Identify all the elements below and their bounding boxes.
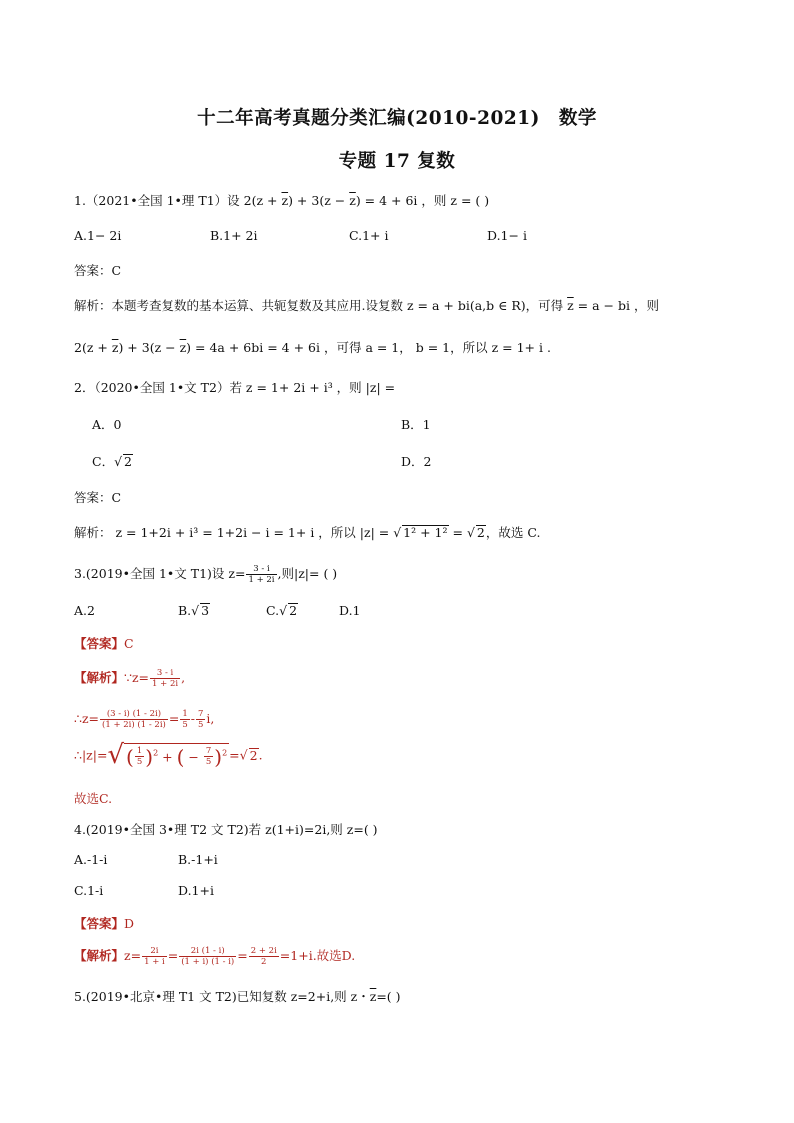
question-1-answer: 答案：C xyxy=(74,263,122,278)
question-3-fraction: $\frac{3 - i}{1 + 2i}$ xyxy=(248,564,275,585)
question-1-option-b: B.1+ 2i xyxy=(210,228,258,243)
question-1-option-a: A.1− 2i xyxy=(74,228,122,243)
question-2-option-a: A．0 xyxy=(92,417,122,432)
question-3-option-a: A.2 xyxy=(74,603,95,618)
question-2-analysis: 解析： z = 1+2i + i³ = 1+2i − i = 1+ i ，所以 |z| = √ 1² + 1² = √ 2，故选 C. xyxy=(74,525,541,540)
question-4-answer: 【答案】D xyxy=(74,916,135,931)
question-3-answer: 【答案】C xyxy=(74,636,134,651)
question-2-answer: 答案：C xyxy=(74,490,122,505)
question-4-stem: 4.(2019•全国 3•理 T2 文 T2)若 z(1+i)=2i,则 z=( ) xyxy=(74,822,378,837)
question-1-option-c: C.1+ i xyxy=(349,228,389,243)
question-1-stem: 1.（2021•全国 1•理 T1）设 $2(z + \overline{z}) + 3(z - \overline{z}) = 4 + 6i$ ，则 z = ( ) xyxy=(74,193,490,208)
question-3-analysis-line-1: 【解析】∵z= $\frac{3 - i}{1 + 2i}$ , xyxy=(74,668,186,689)
question-3-stem: 3.(2019•全国 1•文 T1)设 z= $\frac{3 - i}{1 + 2i}$ ,则|z|= ( ) xyxy=(74,564,338,585)
question-2-option-c: C．√ 2 xyxy=(92,454,132,469)
document-title: 十二年高考真题分类汇编(2010-2021) 数学 xyxy=(197,108,597,129)
question-2-option-d: D．2 xyxy=(401,454,432,469)
question-4-option-b: B.-1+i xyxy=(178,852,218,867)
question-3-conclusion: 故选C. xyxy=(74,791,113,806)
question-5-stem: 5.(2019•北京•理 T1 文 T2)已知复数 z=2+i,则 z・$\overline{z}=$( ) xyxy=(74,989,401,1004)
question-3-option-c: C.√ 2 xyxy=(266,603,298,618)
question-4-option-a: A.-1-i xyxy=(74,852,108,867)
question-3-option-b: B.√ 3 xyxy=(178,603,210,618)
question-1-analysis-line-2: $2(z + \overline{z}) + 3(z - \overline{z}) = 4a + 6bi = 4 + 6i$ ，可得 a = 1， b = 1，所以 z = 1+ i . xyxy=(74,340,551,355)
question-3-analysis-line-3: ∴|z|=√ ( $\frac{1}{5}$ )$^2$ + ( − $\frac{7}{5}$ )$^2$ =√ 2. xyxy=(74,740,263,770)
question-4-option-d: D.1+i xyxy=(178,883,214,898)
question-3-analysis-line-2: ∴z= $\frac{(3 - i) (1 - 2i)}{(1 + 2i) (1 - 2i)}$ = $\frac{1}{5}$ - $\frac{7}{5}$ i, xyxy=(74,709,215,730)
question-1-analysis-line-1: 解析：本题考查复数的基本运算、共轭复数及其应用.设复数 z = a + bi(a,b ∈ R)，可得 $\overline{z} = a$ − bi ，则 xyxy=(74,298,659,313)
question-3-option-d: D.1 xyxy=(339,603,361,618)
question-4-analysis: 【解析】z= $\frac{2i}{1 + i}$ = $\frac{2i (1 - i)}{(1 + i) (1 - i)}$ = $\frac{2 + 2i}{2}$ =1+i.故选D. xyxy=(74,946,356,967)
question-2-option-b: B．1 xyxy=(401,417,431,432)
question-2-stem: 2．（2020•全国 1•文 T2）若 z = 1+ 2i + i³ ，则 |z| = xyxy=(74,380,396,395)
document-subtitle: 专题 17 复数 xyxy=(338,151,456,172)
question-4-option-c: C.1-i xyxy=(74,883,104,898)
question-1-option-d: D.1− i xyxy=(487,228,527,243)
